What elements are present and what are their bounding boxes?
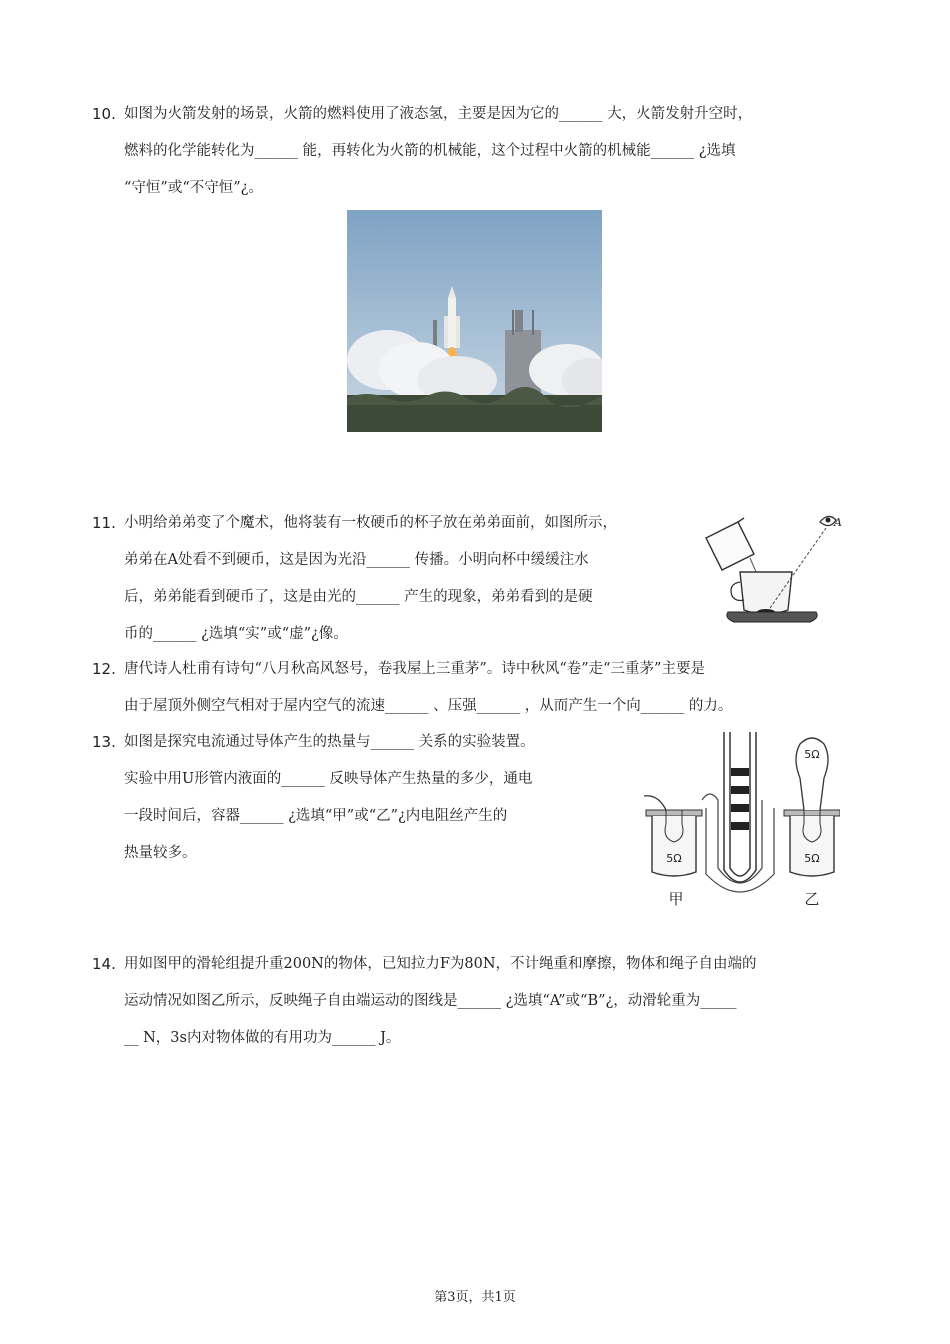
question-text-line: 后，弟弟能看到硬币了，这是由光的______ 产生的现象，弟弟看到的是硬 bbox=[124, 589, 593, 605]
question-text-line: 运动情况如图乙所示，反映绳子自由端运动的图线是______ ¿选填“A”或“B”¿，动滑轮重为_____ bbox=[124, 993, 737, 1009]
question-text-line: 由于屋顶外侧空气相对于屋内空气的流速______ 、压强______ ，从而产生一个向______ 的力。 bbox=[124, 698, 733, 714]
question-text-line: 热量较多。 bbox=[124, 845, 197, 861]
rocket-launch-photo bbox=[347, 210, 602, 432]
question-text-line: 燃料的化学能转化为______ 能，再转化为火箭的机械能，这个过程中火箭的机械能______ ¿选填 bbox=[124, 143, 736, 159]
question-number: 10. bbox=[92, 105, 116, 123]
resistor-label-right: 5Ω bbox=[804, 852, 820, 865]
question-number: 14. bbox=[92, 955, 116, 973]
question-text-line: 实验中用U形管内液面的______ 反映导体产生热量的多少，通电 bbox=[124, 771, 533, 787]
resistor-label-top: 5Ω bbox=[804, 748, 820, 761]
page-footer: 第3页，共1页 bbox=[434, 1290, 516, 1305]
question-text-line: 一段时间后，容器______ ¿选填“甲”或“乙”¿内电阻丝产生的 bbox=[124, 808, 508, 824]
container-label-jia: 甲 bbox=[668, 890, 684, 908]
question-text-line: 唐代诗人杜甫有诗句“八月秋高风怒号，卷我屋上三重茅”。诗中秋风“卷”走“三重茅”主要是 bbox=[124, 661, 705, 677]
question-text-line: 用如图甲的滑轮组提升重200N的物体，已知拉力F为80N，不计绳重和摩擦，物体和绳子自由端的 bbox=[124, 956, 757, 972]
question-text-line: 币的______ ¿选填“实”或“虚”¿像。 bbox=[124, 626, 348, 642]
question-number: 13. bbox=[92, 733, 116, 751]
container-label-yi: 乙 bbox=[804, 890, 820, 908]
question-text-line: __ N，3s内对物体做的有用功为______ J。 bbox=[124, 1030, 401, 1046]
question-text-line: 如图是探究电流通过导体产生的热量与______ 关系的实验装置。 bbox=[124, 734, 535, 750]
question-text-line: “守恒”或“不守恒”¿。 bbox=[124, 180, 263, 196]
cup-coin-figure bbox=[700, 508, 850, 630]
question-text-line: 小明给弟弟变了个魔术，他将装有一枚硬币的杯子放在弟弟面前，如图所示， bbox=[124, 515, 617, 531]
eye-label-a: A bbox=[834, 516, 842, 529]
resistor-label-left: 5Ω bbox=[666, 852, 682, 865]
joule-heating-apparatus bbox=[640, 728, 840, 914]
question-text-line: 如图为火箭发射的场景，火箭的燃料使用了液态氢，主要是因为它的______ 大，火箭发射升空时， bbox=[124, 106, 753, 122]
question-number: 12. bbox=[92, 660, 116, 678]
question-number: 11. bbox=[92, 514, 116, 532]
question-text-line: 弟弟在A处看不到硬币，这是因为光沿______ 传播。小明向杯中缓缓注水 bbox=[124, 552, 589, 568]
